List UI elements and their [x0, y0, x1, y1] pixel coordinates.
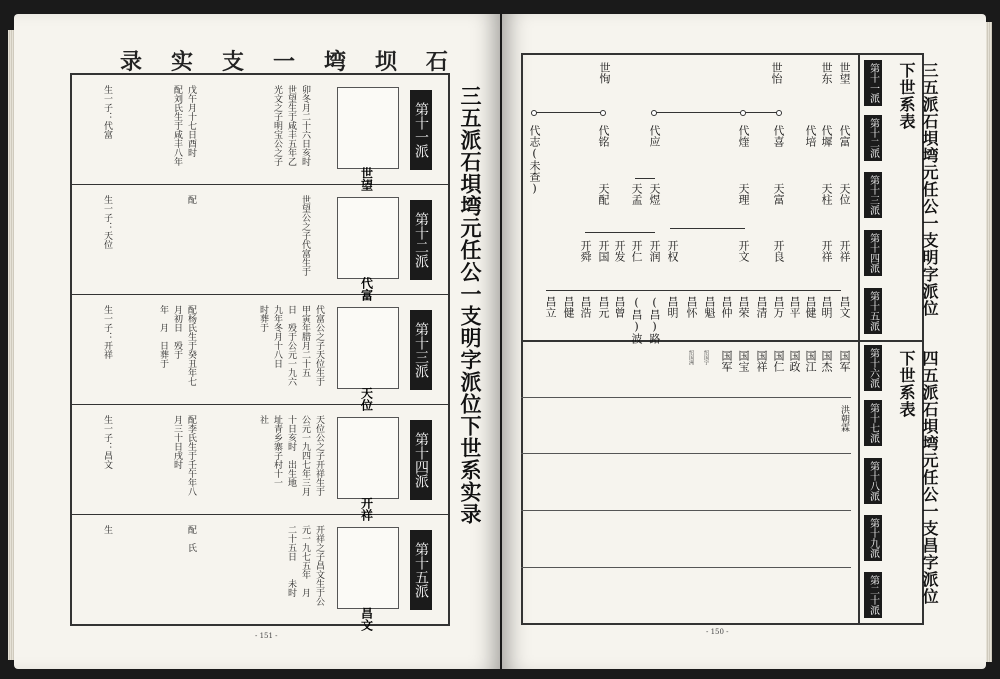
person-name: 代富 [359, 277, 374, 301]
bio-line: 世望公之子代富生于 [300, 195, 310, 276]
generation-badge: 第十四派 [864, 230, 882, 276]
person-node: 昌浩 [579, 296, 592, 318]
portrait-placeholder [337, 417, 399, 499]
bio-line: 公元一九四七年三月 [300, 415, 310, 496]
bio-line: 九年冬月十八日 [272, 305, 282, 368]
person-node: 昌曾 [613, 296, 626, 318]
header-char: 石 [425, 49, 450, 75]
person-node: 天柱 [820, 183, 833, 205]
bio-line: 世望生于咸丰五年乙 [286, 85, 296, 166]
node-dot [776, 110, 782, 116]
person-node: 代喜 [772, 125, 785, 147]
bio-line: 天位公之子开祥生于 [314, 415, 324, 496]
bio-line: 址青乡寨子村十一 [272, 415, 282, 487]
record-row [72, 75, 448, 191]
spouse-line: 配 氏 [186, 525, 196, 552]
header-char: 支 [221, 49, 246, 75]
person-node: 国宝 [737, 350, 750, 372]
spouse-line: 配杨氏生于癸丑年七 [186, 305, 196, 386]
person-node: 国杰 [820, 350, 833, 372]
branch-line [585, 232, 655, 233]
person-node: 昌文 [838, 296, 851, 318]
header-char: 一 [272, 49, 297, 75]
person-node: 代墀 [820, 125, 833, 147]
generation-badge: 第十五派 [864, 288, 882, 334]
bio-line: 光文之子明宝公之子 [272, 85, 282, 166]
bio-line: 开祥之子昌文生于公 [314, 525, 324, 606]
record-row [72, 515, 448, 631]
person-node: 代应 [648, 125, 661, 147]
person-node: 昌明 [820, 296, 833, 318]
person-node: 昌健 [804, 296, 817, 318]
branch-line [670, 228, 745, 229]
generation-badge: 第十五派 [410, 530, 432, 610]
right-bottom-title: 四五派石垻塆元任公一支昌字派位下世系表 [897, 350, 939, 605]
bio-line: 元一九七五年 月 [300, 525, 310, 597]
generation-badge: 第十一派 [410, 90, 432, 170]
header-char: 录 [120, 49, 145, 75]
record-row [72, 185, 448, 301]
bio-line: 卯冬月二十六日亥时 [300, 85, 310, 166]
bio-line: 时葬于 [258, 305, 268, 332]
spouse-line: 配李氏生于壬午年八 [186, 415, 196, 496]
person-node: 开良 [772, 240, 785, 262]
node-dot [531, 110, 537, 116]
branch-line [546, 290, 841, 291]
spouse-line: 配刘氏生于咸丰八年 [172, 85, 182, 166]
son-line: 生一子：天位 [102, 195, 112, 249]
section-divider [521, 340, 924, 342]
generation-row-line [521, 453, 851, 454]
person-node: 昌立 [544, 296, 557, 318]
person-node: (昌)波 [630, 296, 643, 344]
person-node: 国政 [788, 350, 801, 372]
person-node: 天配 [597, 183, 610, 205]
son-line: 生一子：昌文 [102, 415, 112, 469]
person-node: 国祥 [755, 350, 768, 372]
generation-badge: 第十二派 [410, 200, 432, 280]
page-number: - 151 - [255, 632, 278, 640]
page-number: - 150 - [706, 628, 729, 636]
person-name: 开祥 [359, 497, 374, 521]
person-node: 国仁 [772, 350, 785, 372]
spouse-line: 月三十日戌时 [172, 415, 182, 469]
person-node: 世恂 [598, 62, 611, 84]
person-node: 昌明 [666, 296, 679, 318]
spouse-line: 戊午月十七日酉时 [186, 85, 196, 157]
person-node: 昌怀 [685, 296, 698, 318]
column-divider [858, 53, 860, 625]
node-dot [600, 110, 606, 116]
person-node: 开润 [648, 240, 661, 262]
person-node: 昌元 [597, 296, 610, 318]
person-node: 绍国宇 [703, 350, 709, 365]
son-line: 生一子：开祥 [102, 305, 112, 359]
person-node: 国军 [720, 350, 733, 372]
generation-badge: 第十七派 [864, 400, 882, 446]
person-node: 世望 [838, 62, 851, 84]
person-node: 开国 [597, 240, 610, 262]
portrait-placeholder [337, 307, 399, 389]
generation-badge: 第二十派 [864, 572, 882, 618]
person-node: 天富 [772, 183, 785, 205]
person-node: 开祥 [820, 240, 833, 262]
person-node: 国军 [838, 350, 851, 372]
person-name: 世望 [359, 167, 374, 191]
person-node: (昌)路 [648, 296, 661, 344]
person-node: 天孟 [630, 183, 643, 205]
person-node: 代培 [804, 125, 817, 147]
node-dot [651, 110, 657, 116]
generation-badge: 第十三派 [864, 172, 882, 218]
record-row [72, 295, 448, 411]
generation-row-line [521, 397, 851, 398]
branch-line [533, 112, 603, 113]
person-node: 昌清 [755, 296, 768, 318]
header-char: 实 [170, 49, 195, 75]
son-line: 生 [102, 525, 112, 534]
person-node: 天理 [737, 183, 750, 205]
person-node: 昌健 [562, 296, 575, 318]
header-char: 坝 [374, 49, 399, 75]
person-node: 洪朝霖 [839, 405, 849, 432]
record-table [70, 73, 450, 631]
person-node: 代煃 [737, 125, 750, 147]
person-node: 世怡 [770, 62, 783, 84]
bio-line: 甲寅年腊月二十五 [300, 305, 310, 377]
node-dot [740, 110, 746, 116]
person-node: 昌万 [772, 296, 785, 318]
person-node: 开舜 [579, 240, 592, 262]
branch-line [654, 112, 779, 113]
bio-line: 代富公之子天位生于 [314, 305, 324, 386]
person-node: 绍国洲 [688, 350, 694, 365]
person-node: 开祥 [838, 240, 851, 262]
person-name: 天位 [359, 387, 374, 411]
record-row [72, 405, 448, 521]
person-node: 开发 [613, 240, 626, 262]
spouse-line: 月初日 殁于 [172, 305, 182, 359]
generation-badge: 第十九派 [864, 515, 882, 561]
person-node: 昌荣 [737, 296, 750, 318]
portrait-placeholder [337, 197, 399, 279]
person-node: 国江 [804, 350, 817, 372]
generation-badge: 第十六派 [864, 345, 882, 391]
person-name: 昌文 [359, 607, 374, 631]
portrait-placeholder [337, 87, 399, 169]
generation-row-line [521, 510, 851, 511]
generation-badge: 第十三派 [410, 310, 432, 390]
bio-line: 十日亥时 出生地 [286, 415, 296, 487]
person-node: 昌平 [788, 296, 801, 318]
spouse-line: 配 [186, 195, 196, 204]
bio-line: 日 殁于公元一九六 [286, 305, 296, 386]
header-char: 塆 [323, 49, 348, 75]
generation-badge: 第十八派 [864, 458, 882, 504]
person-node: 代富 [838, 125, 851, 147]
generation-badge: 第十一派 [864, 60, 882, 106]
generation-badge: 第十二派 [864, 115, 882, 161]
person-node: 代铭 [597, 125, 610, 147]
person-node: 世东 [820, 62, 833, 84]
branch-line [635, 178, 655, 179]
person-node: 昌仲 [720, 296, 733, 318]
person-node: 开权 [666, 240, 679, 262]
person-node: 开文 [737, 240, 750, 262]
person-node: 天煜 [648, 183, 661, 205]
person-node: 开仁 [630, 240, 643, 262]
son-line: 生一子：代富 [102, 85, 112, 139]
right-top-title: 三五派石垻塆元任公一支明字派位下世系表 [897, 62, 939, 317]
bio-line: 社 [258, 415, 268, 424]
person-node: 代志(未查) [528, 125, 541, 195]
portrait-placeholder [337, 527, 399, 609]
generation-badge: 第十四派 [410, 420, 432, 500]
spouse-line: 年 月 日葬于 [158, 305, 168, 368]
person-node: 昌魁 [703, 296, 716, 318]
bio-line: 二十五日 未时 [286, 525, 296, 597]
person-node: 天位 [838, 183, 851, 205]
left-page-title: 三五派石垻塆元任公一支明字派位下世系实录 [458, 85, 483, 525]
generation-row-line [521, 567, 851, 568]
